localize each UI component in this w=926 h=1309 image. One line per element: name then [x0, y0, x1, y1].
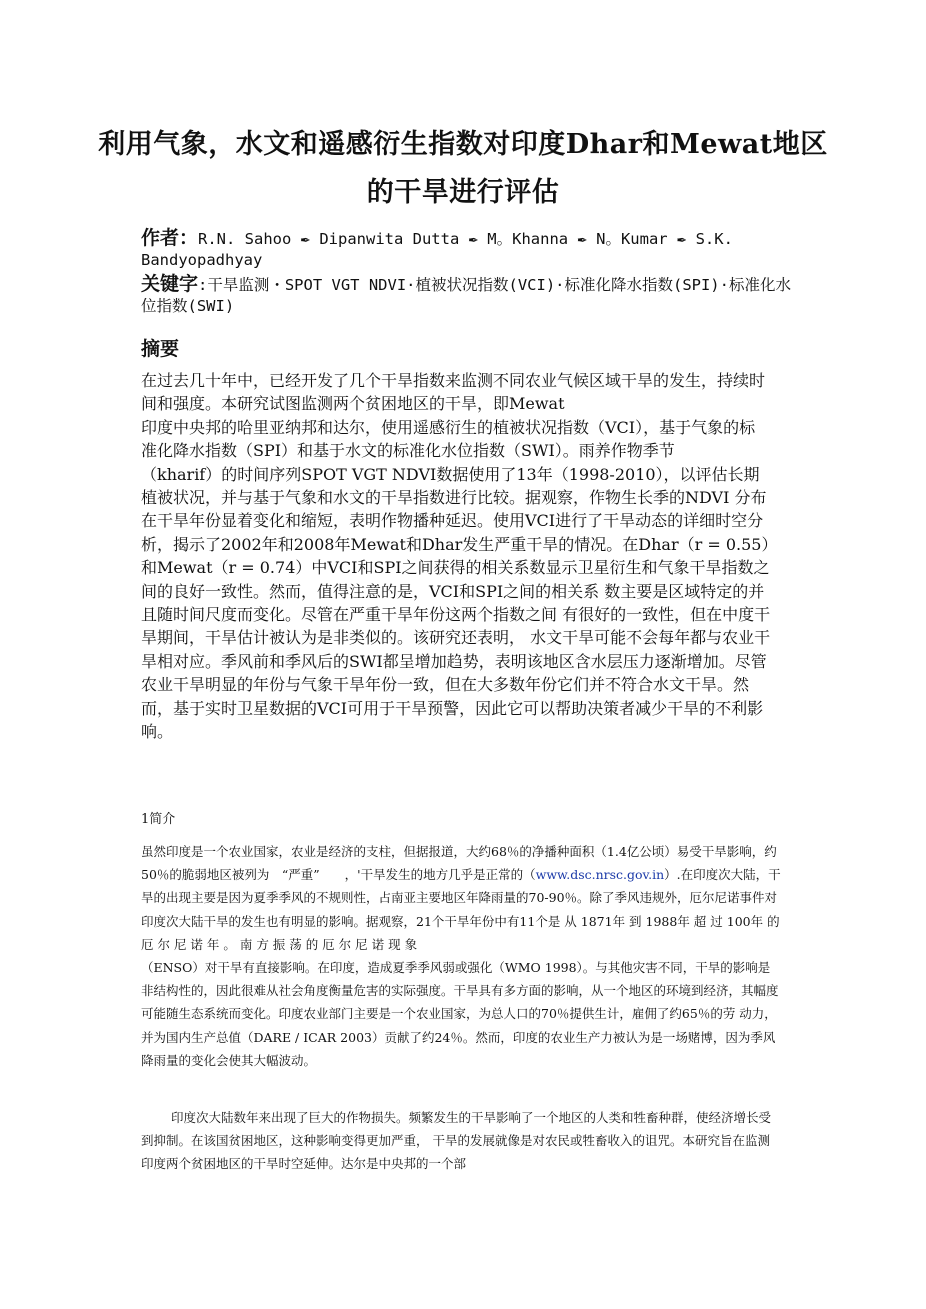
authors-block	[141, 228, 791, 271]
abstract-body	[141, 369, 771, 744]
intro-text: 虽然印度是一个农业国家，农业是经济的支柱，但据报道，大约68％的净播种面积（1.4亿公顷）易受干旱影响，约50％的脆弱地区被列为 “严重” ，'干旱发生的地方几乎是正常的（	[141, 844, 777, 883]
authors-list: R.N. Sahoo ✒ Dipanwita Dutta ✒ M。Khanna ✒ N。Kumar ✒ S.K. Bandyopadhyay	[141, 230, 733, 269]
intro-text: ）.在印度次大陆，干旱的出现主要是因为夏季季风的不规则性，占南亚主要地区年降雨量的70-90％。除了季风违规外，厄尔尼诺事件对印度次大陆干旱的发生也有明显的影响。据观察，21个干旱年份中有11个是 从 1871年 到 1988年 超 过 100年 的 厄 尔 尼 诺 年 。 南 方 振 荡 的 厄 尔 尼 诺 现 象	[141, 867, 781, 952]
keywords-block	[141, 274, 791, 317]
section-heading-introduction: 1简介	[141, 812, 176, 827]
intro-paragraph-1	[141, 840, 781, 1072]
intro-text: （ENSO）对干旱有直接影响。在印度，造成夏季季风弱或强化（WMO 1998）。与其他灾害不同，干旱的影响是非结构性的，因此很难从社会角度衡量危害的实际强度。干旱具有多方面的影响，从一个地区的环境到经济，其幅度可能随生态系统而变化。印度农业部门主要是一个农业国家，为总人口的70％提供生计，雇佣了约65％的劳 动力，并为国内生产总值（DARE / ICAR 2003）贡献了约24％。然而，印度的农业生产力被认为是一场赌博，因为季风降雨量的变化会使其大幅波动。	[141, 960, 779, 1068]
keywords-label: 关键字	[141, 273, 199, 295]
reference-link[interactable]: www.dsc.nrsc.gov.in	[535, 867, 665, 883]
title-line-1: 利用气象，水文和遥感衍生指数对印度Dhar和Mewat地区	[98, 129, 828, 160]
title-line-2: 的干旱进行评估	[366, 177, 560, 208]
abstract-paragraph: 在过去几十年中，已经开发了几个干旱指数来监测不同农业气候区域干旱的发生，持续时间和强度。本研究试图监测两个贫困地区的干旱，即Mewat	[141, 371, 766, 414]
intro-paragraph-2: 印度次大陆数年来出现了巨大的作物损失。频繁发生的干旱影响了一个地区的人类和牲畜种群，使经济增长受到抑制。在该国贫困地区，这种影响变得更加严重， 干旱的发展就像是对农民或牲畜收入的诅咒。本研究旨在监测印度两个贫困地区的干旱时空延伸。达尔是中央邦的一个部	[141, 1110, 772, 1172]
abstract-paragraph: 印度中央邦的哈里亚纳邦和达尔，使用遥感衍生的植被状况指数（VCI），基于气象的标准化降水指数（SPI）和基于水文的标准化水位指数（SWI）。雨养作物季节	[141, 417, 756, 461]
keywords-list: :干旱监测・SPOT VGT NDVI·植被状况指数(VCI)·标准化降水指数(SPI)·标准化水位指数(SWI)	[141, 276, 791, 315]
abstract-heading: 摘要	[141, 338, 180, 360]
authors-label: 作者：	[141, 227, 199, 249]
abstract-paragraph: （kharif）的时间序列SPOT VGT NDVI数据使用了13年（1998-2010），以评估长期植被状况，并与基于气象和水文的干旱指数进行比较。据观察，作物生长季的NDVI 分布在干旱年份显着变化和缩短，表明作物播种延迟。使用VCI进行了干旱动态的详细时空分析，揭示了2002年和2008年Mewat和Dhar发生严重干旱的情况。在Dhar（r = 0.55）和Mewat（r = 0.74）中VCI和SPI之间获得的相关系数显示卫星衍生和气象干旱指数之间的良好一致性。然而，值得注意的是，VCI和SPI之间的相关系 数主要是区域特定的并且随时间尺度而变化。尽管在严重干旱年份这两个指数之间 有很好的一致性，但在中度干旱期间，干旱估计被认为是非类似的。该研究还表明， 水文干旱可能不会每年都与农业干旱相对应。季风前和季风后的SWI都呈增加趋势，表明该地区含水层压力逐渐增加。尽管农业干旱明显的年份与气象干旱年份一致，但在大多数年份它们并不符合水文干旱。然而，基于实时卫星数据的VCI可用于干旱预警，因此它可以帮助决策者减少干旱的不利影响。	[141, 464, 771, 742]
